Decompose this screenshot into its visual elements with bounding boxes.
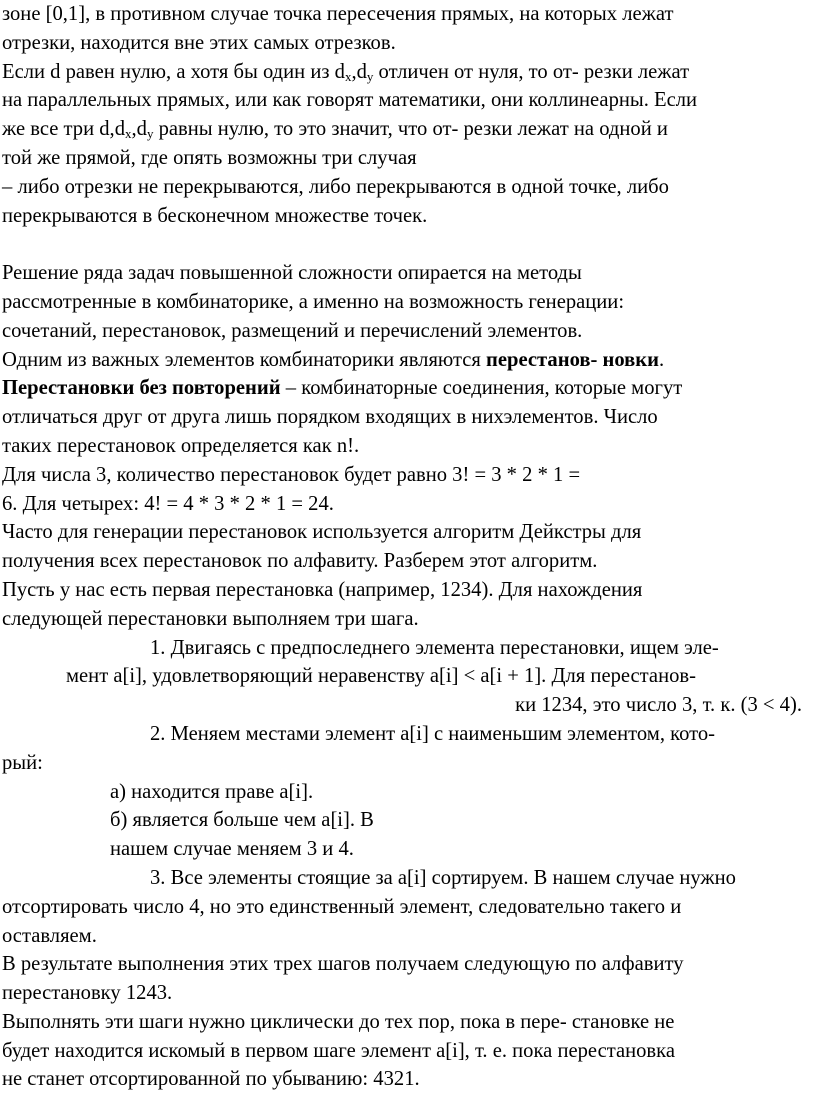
text-line bbox=[2, 374, 816, 403]
subscript: x bbox=[125, 126, 132, 142]
text-fragment: отличен от нуля, то от- резки лежат bbox=[373, 60, 690, 83]
text-line: не станет отсортированной по убыванию: 4321. bbox=[2, 1068, 420, 1091]
text-line: сочетаний, перестановок, размещений и перечислений элементов. bbox=[2, 319, 583, 342]
text-line: перестановку 1243. bbox=[2, 982, 173, 1005]
text-line: 6. Для четырех: 4! = 4 * 3 * 2 * 1 = 24. bbox=[2, 492, 334, 515]
paragraph-gap bbox=[2, 230, 816, 259]
text-fragment: Одним из важных элементов комбинаторики являются bbox=[2, 348, 487, 371]
text-line: будет находится искомый в первом шаге элемент a[i], т. е. пока перестановка bbox=[2, 1039, 675, 1062]
text-line: на параллельных прямых, или как говорят математики, они коллинеарны. Если bbox=[2, 89, 698, 112]
sub-item-b: б) является больше чем a[i]. В bbox=[110, 809, 374, 832]
bold-term: Перестановки без повторений bbox=[2, 377, 281, 400]
bold-term: перестанов- новки bbox=[486, 348, 659, 371]
text-line: рассмотренные в комбинаторике, а именно на возможность генерации: bbox=[2, 290, 625, 313]
text-line bbox=[2, 58, 816, 87]
list-item-1: 1. Двигаясь с предпоследнего элемента перестановки, ищем эле- bbox=[150, 636, 719, 659]
text-line: таких перестановок определяется как n!. bbox=[2, 434, 360, 457]
text-fragment: равны нулю, то это значит, что от- резки лежат на одной и bbox=[153, 118, 668, 141]
text-line: оставляем. bbox=[2, 924, 97, 947]
subscript: y bbox=[366, 68, 374, 84]
text-line: зоне [0,1], в противном случае точка пересечения прямых, на которых лежат bbox=[2, 3, 674, 25]
text-line: следующей перестановки выполняем три шага. bbox=[2, 607, 419, 630]
sub-item-b-cont: нашем случае меняем 3 и 4. bbox=[110, 838, 354, 861]
list-item-2: 2. Меняем местами элемент a[i] с наименьшим элементом, кото- bbox=[150, 722, 715, 745]
list-item-3: 3. Все элементы стоящие за a[i] сортируем. В нашем случае нужно bbox=[150, 866, 736, 889]
subscript: y bbox=[146, 126, 154, 142]
text-line: отличаться друг от друга лишь порядком входящих в нихэлементов. Число bbox=[2, 406, 658, 429]
text-line bbox=[2, 346, 816, 375]
sub-item-a: а) находится праве a[i]. bbox=[110, 780, 314, 803]
text-line: Часто для генерации перестановок используется алгоритм Дейкстры для bbox=[2, 521, 642, 544]
list-item-1-end: ки 1234, это число 3, т. к. (3 < 4). bbox=[515, 694, 802, 717]
list-item-1-cont: мент a[i], удовлетворяющий неравенству a[i] < a[i + 1]. Для перестанов- bbox=[66, 665, 696, 688]
text-line: рый: bbox=[2, 751, 43, 774]
text-line: отрезки, находится вне этих самых отрезков. bbox=[2, 31, 396, 54]
text-line: отсортировать число 4, но это единственный элемент, следовательно такего и bbox=[2, 895, 682, 918]
subscript: x bbox=[344, 68, 352, 84]
text-line: Для числа 3, количество перестановок будет равно 3! = 3 * 2 * 1 = bbox=[2, 463, 581, 486]
text-line: Решение ряда задач повышенной сложности опирается на методы bbox=[2, 262, 582, 285]
text-line: Пусть у нас есть первая перестановка (например, 1234). Для нахождения bbox=[2, 578, 643, 601]
text-line: получения всех перестановок по алфавиту. Разберем этот алгоритм. bbox=[2, 550, 598, 573]
text-fragment: Если d равен нулю, а хотя бы один из d bbox=[2, 60, 345, 83]
text-line bbox=[2, 115, 816, 144]
text-fragment: же все три d,d bbox=[2, 118, 125, 141]
text-fragment: – комбинаторные соединения, которые могут bbox=[280, 377, 683, 400]
text-fragment: ,d bbox=[131, 118, 147, 141]
text-line: той же прямой, где опять возможны три случая bbox=[2, 146, 417, 169]
text-line: Выполнять эти шаги нужно циклически до тех пор, пока в пере- становке не bbox=[2, 1010, 675, 1033]
text-fragment: ,d bbox=[351, 60, 367, 83]
text-fragment: . bbox=[658, 348, 665, 371]
text-line: В результате выполнения этих трех шагов получаем следующую по алфавиту bbox=[2, 953, 684, 976]
text-line: перекрываются в бесконечном множестве точек. bbox=[2, 204, 428, 227]
text-line: – либо отрезки не перекрываются, либо перекрываются в одной точке, либо bbox=[2, 175, 669, 198]
